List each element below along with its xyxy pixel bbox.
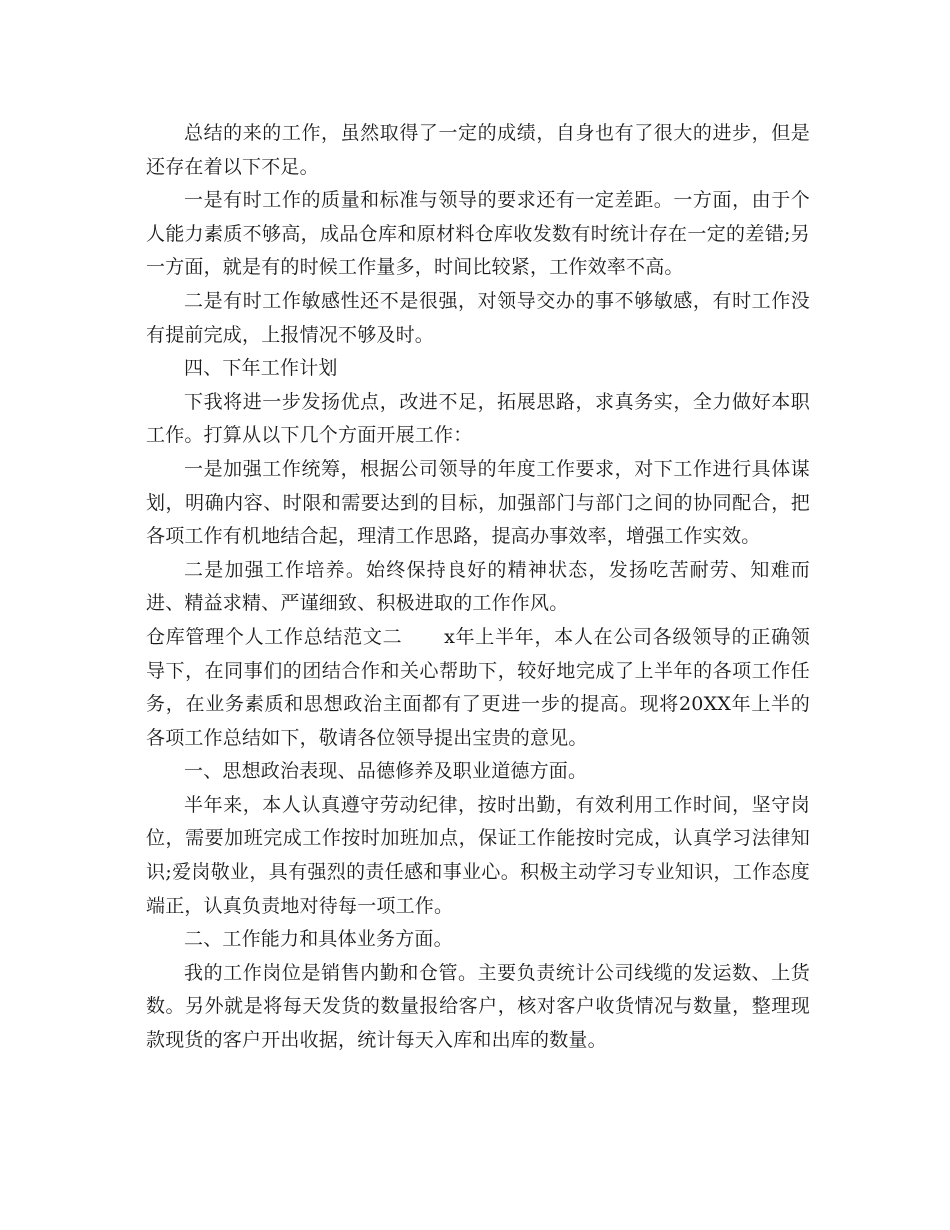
paragraph-plan-two: 二是加强工作培养。始终保持良好的精神状态，发扬吃苦耐劳、知难而进、精益求精、严谨细致、积极进取的工作作风。 — [146, 558, 810, 615]
article-two-title: 仓库管理个人工作总结范文二 — [146, 625, 403, 648]
section-heading-next-year-plan: 四、下年工作计划 — [184, 357, 338, 380]
paragraph-plan-one: 一是加强工作统筹，根据公司领导的年度工作要求，对下工作进行具体谋划，明确内容、时限和需要达到的目标，加强部门与部门之间的协同配合，把各项工作有机地结合起，理清工作思路，提高办事效率，增强工作实效。 — [146, 457, 810, 548]
article-two-text: x年上半年，本人在公司各级领导的正确领导下，在同事们的团结合作和关心帮助下，较好地完成了上半年的各项工作任务，在业务素质和思想政治主面都有了更进一步的提高。现将20XX年上半的各项工作总结如下，敬请各位领导提出宝贵的意见。 — [146, 625, 810, 749]
paragraph-shortcoming-two: 二是有时工作敏感性还不是很强，对领导交办的事不够敏感，有时工作没有提前完成，上报情况不够及时。 — [146, 289, 810, 346]
paragraph-plan-intro: 下我将进一步发扬优点，改进不足，拓展思路，求真务实，全力做好本职工作。打算从以下几个方面开展工作： — [146, 390, 810, 447]
paragraph-shortcoming-one: 一是有时工作的质量和标准与领导的要求还有一定差距。一方面，由于个人能力素质不够高，成品仓库和原材料仓库收发数有时统计存在一定的差错;另一方面，就是有的时候工作量多，时间比较紧，工作效率不高。 — [146, 189, 810, 279]
paragraph-work-ability: 我的工作岗位是销售内勤和仓管。主要负责统计公司线缆的发运数、上货数。另外就是将每天发货的数量报给客户，核对客户收货情况与数量，整理现款现货的客户开出收据，统计每天入库和出库的数量。 — [146, 961, 810, 1052]
document-body — [146, 117, 810, 1058]
section-heading-work-ability: 二、工作能力和具体业务方面。 — [184, 928, 453, 951]
paragraph-shortcomings-intro: 总结的来的工作，虽然取得了一定的成绩，自身也有了很大的进步，但是还存在着以下不足。 — [146, 122, 810, 178]
paragraph-article-two — [146, 621, 810, 755]
section-heading-political-conduct: 一、思想政治表现、品德修养及职业道德方面。 — [184, 760, 588, 783]
paragraph-political-conduct: 半年来，本人认真遵守劳动纪律，按时出勤，有效利用工作时间，坚守岗位，需要加班完成工作按时加班加点，保证工作能按时完成，认真学习法律知识;爱岗敬业，具有强烈的责任感和事业心。积极主动学习专业知识，工作态度端正，认真负责地对待每一项工作。 — [146, 793, 810, 917]
